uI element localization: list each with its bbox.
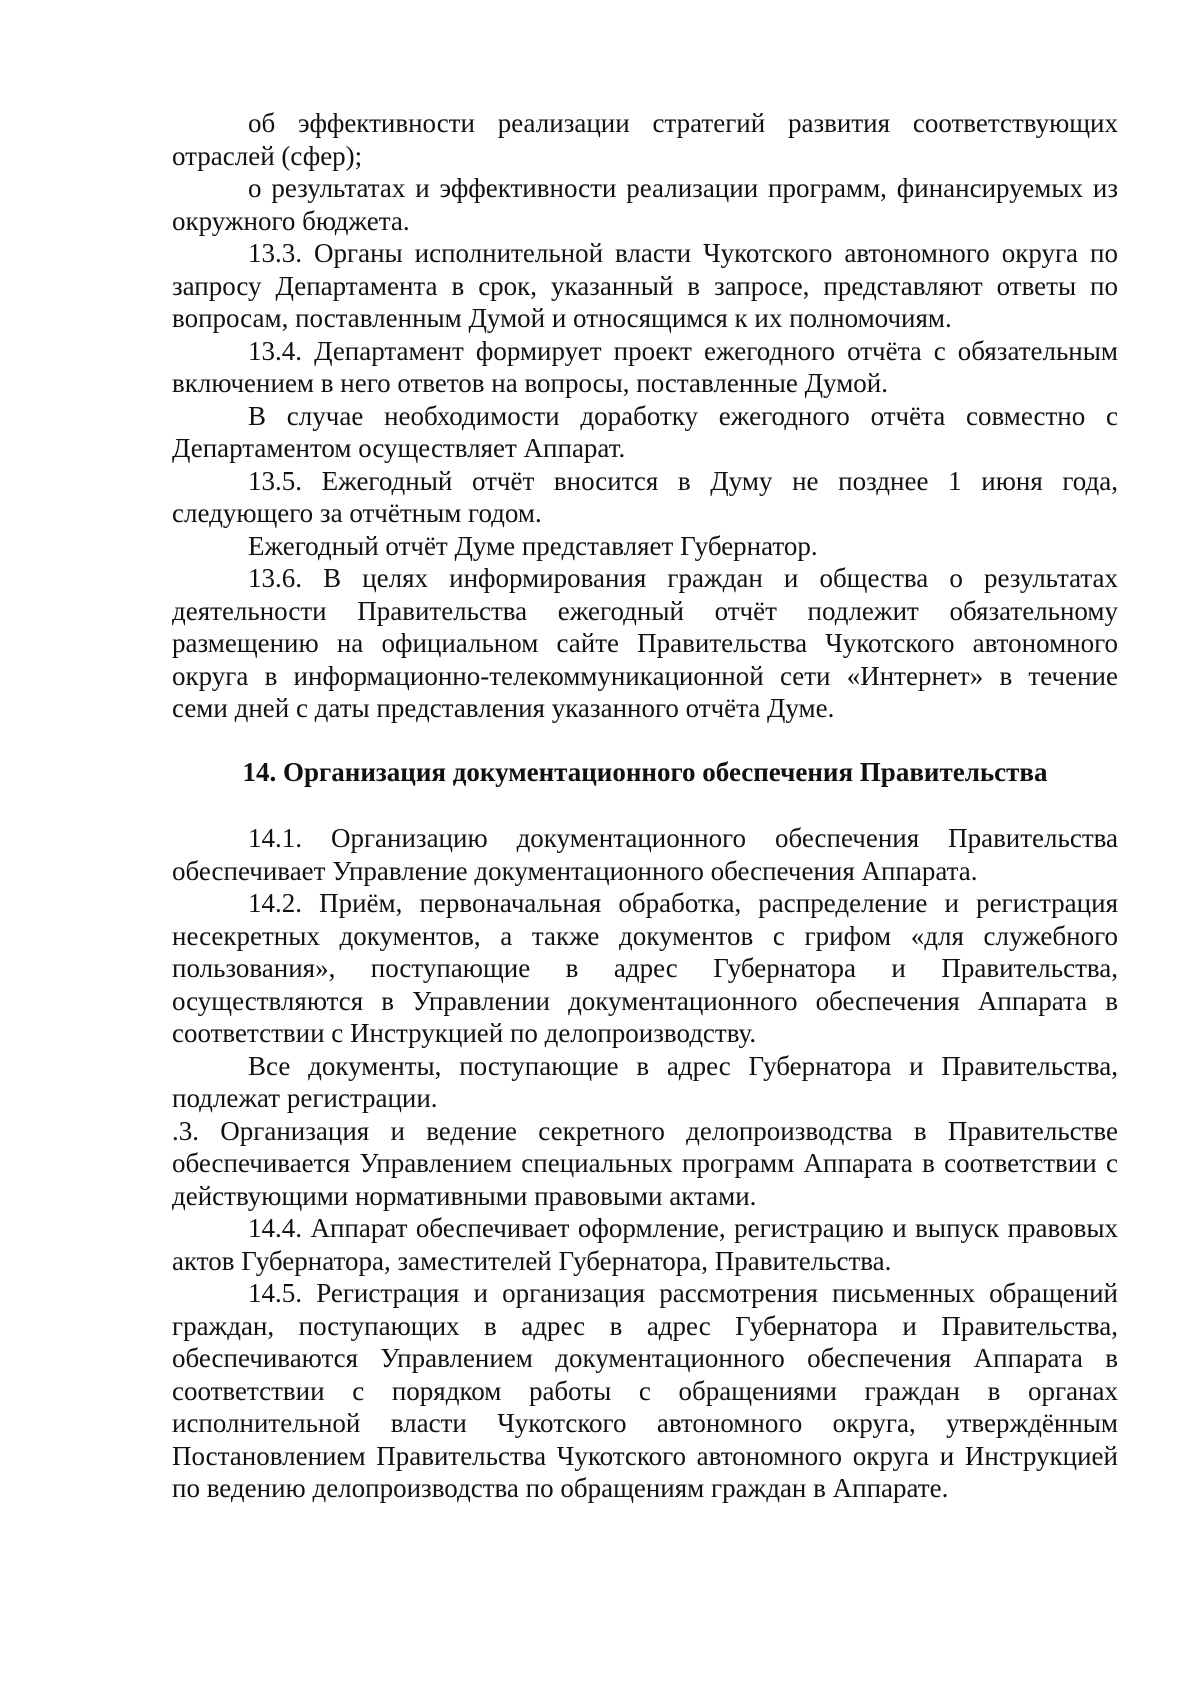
paragraph-14-4: 14.4. Аппарат обеспечивает оформление, регистрацию и выпуск правовых актов Губернатора, заместителей Губернатора, Правительства. [172,1213,1118,1276]
paragraph-13-6: 13.6. В целях информирования граждан и общества о результатах деятельности Правительства ежегодный отчёт подлежит обязательному размещению на официальном сайте Правительства Чукотского автономного округа в информационно-телекоммуникационной сети «Интернет» в течение семи дней с даты представления указанного отчёта Думе. [172,563,1118,723]
paragraph-13-4: 13.4. Департамент формирует проект ежегодного отчёта с обязательным включением в него ответов на вопросы, поставленные Думой. [172,335,1118,398]
paragraph-14-1: 14.1. Организацию документационного обеспечения Правительства обеспечивает Управление документационного обеспечения Аппарата. [172,823,1118,886]
paragraph-13-5: 13.5. Ежегодный отчёт вносится в Думу не позднее 1 июня года, следующего за отчётным годом. [172,465,1118,528]
paragraph-report-presenter: Ежегодный отчёт Думе представляет Губернатор. [248,530,818,561]
paragraph-program-results: о результатах и эффективности реализации программ, финансируемых из окружного бюджета. [172,173,1118,236]
paragraph-report-revision: В случае необходимости доработку ежегодного отчёта совместно с Департаментом осуществляет Аппарат. [172,400,1118,463]
document-page [172,107,1118,1505]
section-heading: 14. Организация документационного обеспечения Правительства [242,756,1048,787]
paragraph-strategy-efficiency: об эффективности реализации стратегий развития соответствующих отраслей (сфер); [172,108,1118,171]
paragraph-14-2: 14.2. Приём, первоначальная обработка, распределение и регистрация несекретных документов, а также документов с грифом «для служебного пользования», поступающие в адрес Губернатора и Правительства, осуществляются в Управлении документационного обеспечения Аппарата в соответствии с Инструкцией по делопроизводству. [172,888,1118,1048]
paragraph-13-3: 13.3. Органы исполнительной власти Чукотского автономного округа по запросу Департамента в срок, указанный в запросе, представляют ответы по вопросам, поставленным Думой и относящимся к их полномочиям. [172,238,1118,333]
paragraph-14-3: .3. Организация и ведение секретного делопроизводства в Правительстве обеспечивается Управлением специальных программ Аппарата в соответствии с действующими нормативными правовыми актами. [172,1115,1118,1211]
paragraph-registration: Все документы, поступающие в адрес Губернатора и Правительства, подлежат регистрации. [172,1050,1118,1113]
paragraph-14-5: 14.5. Регистрация и организация рассмотрения письменных обращений граждан, поступающих в адрес в адрес Губернатора и Правительства, обеспечиваются Управлением документационного обеспечения Аппарата в соответствии с порядком работы с обращениями граждан в органах исполнительной власти Чукотского автономного округа, утверждённым Постановлением Правительства Чукотского автономного округа и Инструкцией по ведению делопроизводства по обращениям граждан в Аппарате. [172,1278,1118,1503]
